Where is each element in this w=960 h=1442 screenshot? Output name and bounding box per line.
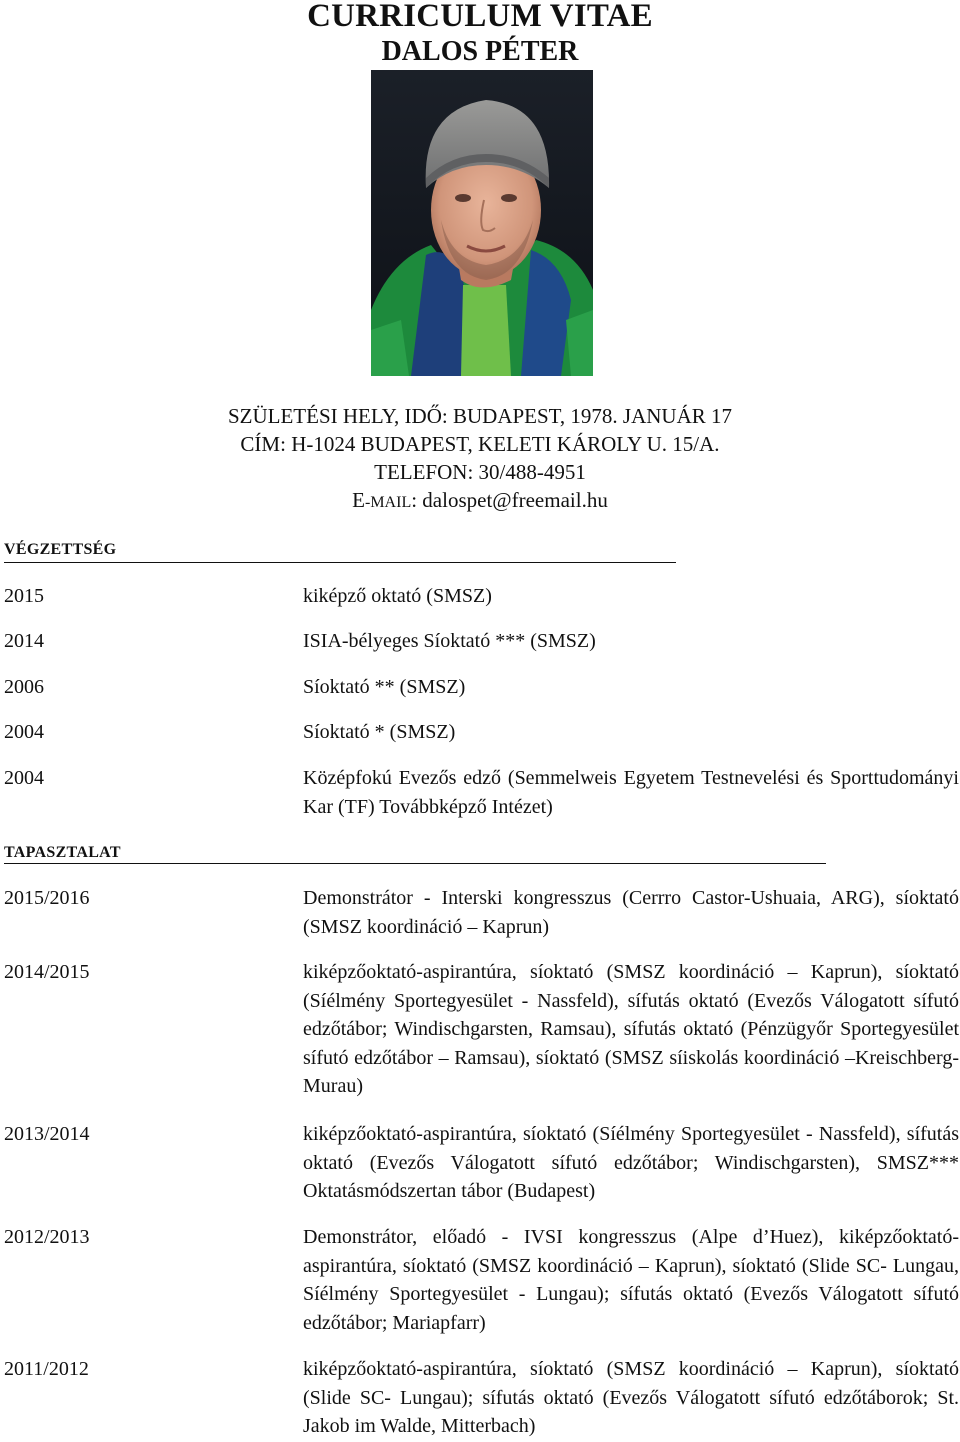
education-text: kiképző oktató (SMSZ) xyxy=(303,585,492,607)
education-year: 2015 xyxy=(4,585,44,607)
profile-photo xyxy=(371,70,593,376)
experience-year: 2014/2015 xyxy=(4,961,90,983)
address-line xyxy=(0,430,960,458)
phone-line xyxy=(0,458,960,486)
education-year: 2004 xyxy=(4,767,44,789)
contact-block xyxy=(0,402,960,517)
education-year: 2014 xyxy=(4,630,44,652)
experience-heading: TAPASZTALAT xyxy=(4,844,121,861)
experience-year: 2013/2014 xyxy=(4,1123,90,1145)
experience-year: 2011/2012 xyxy=(4,1358,89,1380)
address-label: CÍM xyxy=(240,432,281,456)
experience-text: Demonstrátor - Interski kongresszus (Cerrro Castor-Ushuaia, ARG), síoktató (SMSZ koordináció – Kaprun) xyxy=(303,887,959,938)
education-text: Síoktató ** (SMSZ) xyxy=(303,676,466,698)
experience-text: Demonstrátor, előadó - IVSI kongresszus (Alpe d’Huez), kiképzőoktató-aspirantúra, síoktató (SMSZ koordináció – Kaprun), síoktató (Slide SC- Lungau, Síélmény Sportegyesület - Lungau); sífutás oktató (Evezős Válogatott sífutó edzőtábor; Mariapfarr) xyxy=(303,1226,959,1334)
experience-divider xyxy=(4,863,826,864)
experience-text: kiképzőoktató-aspirantúra, síoktató (Síélmény Sportegyesület - Nassfeld), sífutás oktató (Evezős Válogatott sífutó edzőtábor; Windischgarsten), SMSZ*** Oktatásmódszertan tábor (Budapest) xyxy=(303,1123,959,1202)
education-heading: VÉGZETTSÉG xyxy=(4,541,117,558)
email-line xyxy=(0,486,960,517)
experience-year: 2015/2016 xyxy=(4,887,90,909)
experience-year: 2012/2013 xyxy=(4,1226,90,1248)
phone-value: : 30/488-4951 xyxy=(467,460,586,484)
education-year: 2004 xyxy=(4,721,44,743)
address-value: : H-1024 BUDAPEST, KELETI KÁROLY U. 15/A. xyxy=(280,432,720,456)
education-text: ISIA-bélyeges Síoktató *** (SMSZ) xyxy=(303,630,596,652)
phone-label: TELEFON xyxy=(374,460,468,484)
email-label-e: E xyxy=(352,488,365,512)
email-value: : dalospet@freemail.hu xyxy=(411,488,608,512)
birth-label: SZÜLETÉSI HELY, IDŐ xyxy=(227,404,442,428)
experience-text: kiképzőoktató-aspirantúra, síoktató (SMSZ koordináció – Kaprun), síoktató (Slide SC- Lungau); sífutás oktató (Evezős Válogatott sífutó edzőtáborok; St. Jakob im Walde, Mitterbach) xyxy=(303,1358,959,1437)
email-label-mail: -MAIL xyxy=(365,494,412,511)
document-title: CURRICULUM VITAE xyxy=(307,0,653,34)
education-year: 2006 xyxy=(4,676,44,698)
education-divider xyxy=(4,562,676,563)
birth-value: : BUDAPEST, 1978. JANUÁR 17 xyxy=(441,404,733,428)
education-text: Síoktató * (SMSZ) xyxy=(303,721,456,743)
experience-text: kiképzőoktató-aspirantúra, síoktató (SMSZ koordináció – Kaprun), síoktató (Síélmény Sportegyesület - Nassfeld), sífutás oktató (Evezős Válogatott sífutó edzőtábor; Windischgarsten, Ramsau), sífutás oktató (Pénzügyőr Sportegyesület sífutó edzőtábor – Ramsau), síoktató (SMSZ síiskolás koordináció –Kreischberg-Murau) xyxy=(303,961,959,1097)
birth-line xyxy=(0,402,960,430)
education-text: Középfokú Evezős edző (Semmelweis Egyetem Testnevelési és Sporttudományi Kar (TF) Továbbképző Intézet) xyxy=(303,767,959,818)
person-name: DALOS PÉTER xyxy=(381,36,579,67)
